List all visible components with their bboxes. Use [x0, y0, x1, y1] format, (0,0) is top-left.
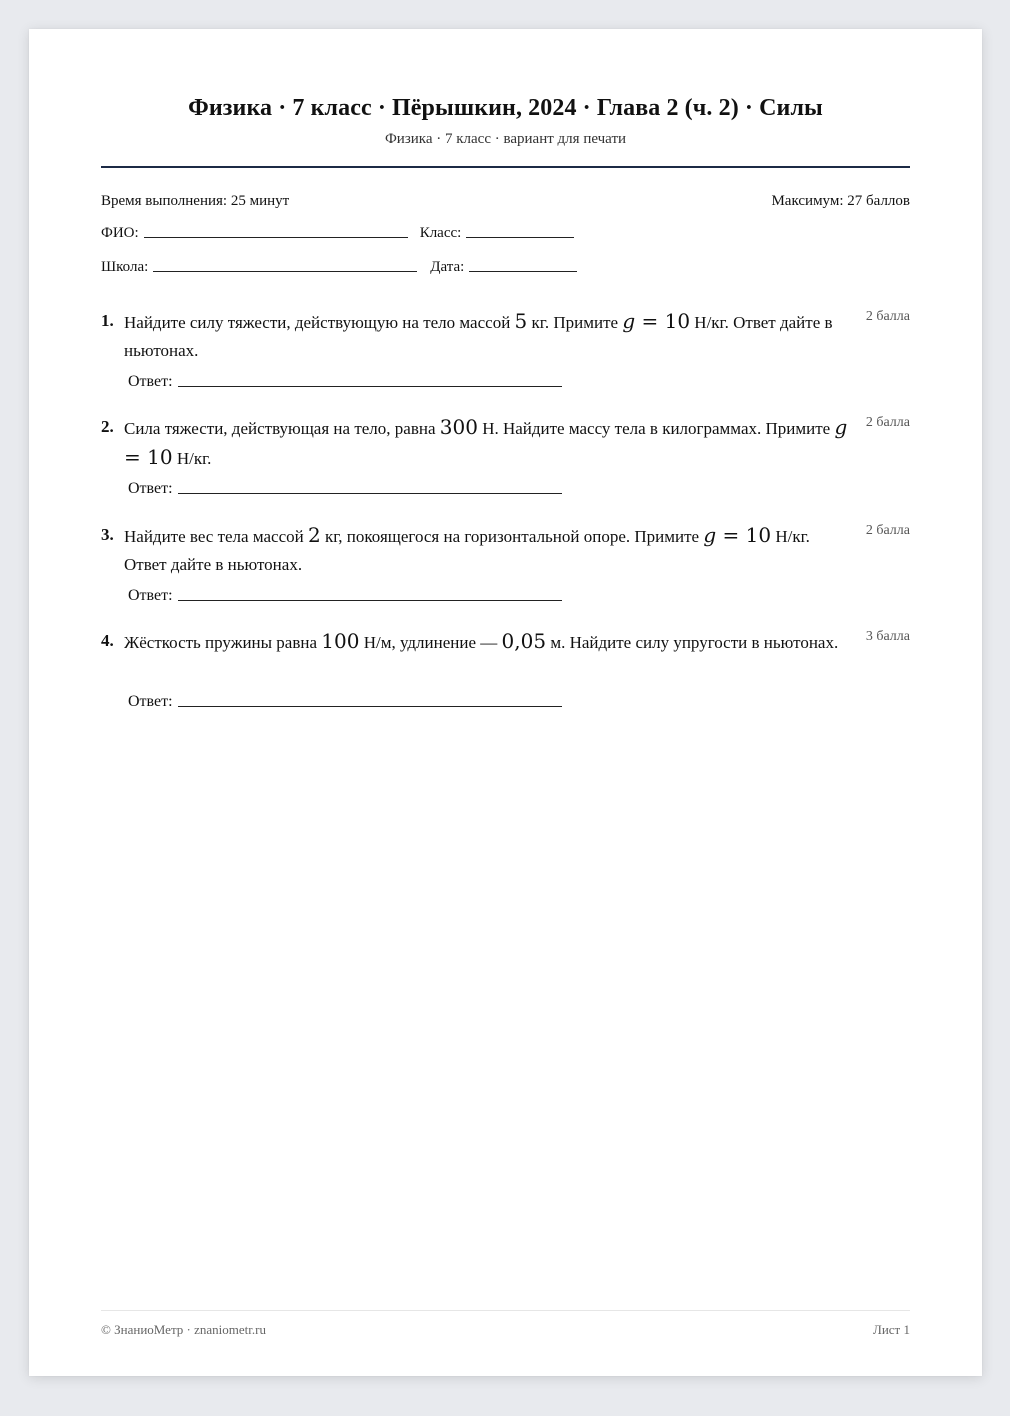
math-expression: g = 10: [622, 309, 691, 333]
math-expression: g = 10: [703, 523, 772, 547]
question-text: Жёсткость пружины равна 100 Н/м, удлинение — 0,05 м. Найдите силу упругости в ньютонах.: [124, 629, 839, 653]
answer-label: Ответ:: [128, 693, 173, 710]
question-number: 4.: [101, 631, 114, 650]
question-text: Найдите вес тела массой 2 кг, покоящегося на горизонтальной опоре. Примите g = 10 Н/кг. Ответ дайте в ньютонах.: [124, 523, 810, 574]
page-footer: [101, 1322, 910, 1338]
answer-row-2: [128, 480, 562, 498]
footer-divider: [101, 1310, 910, 1311]
answer-field[interactable]: [178, 385, 562, 387]
question-text: Найдите силу тяжести, действующую на тело массой 5 кг. Примите g = 10 Н/кг. Ответ дайте в ньютонах.: [124, 309, 833, 360]
question-text: Сила тяжести, действующая на тело, равна 300 Н. Найдите массу тела в килограммах. Примите g = 10 Н/кг.: [124, 415, 848, 469]
answer-label: Ответ:: [128, 587, 173, 604]
school-field[interactable]: [153, 270, 417, 272]
answer-row-4: [128, 693, 562, 711]
school-label: Школа:: [101, 259, 149, 275]
math-value: 5: [514, 309, 528, 333]
answer-label: Ответ:: [128, 480, 173, 497]
question-number: 2.: [101, 417, 114, 436]
fio-label: ФИО:: [101, 225, 139, 241]
answer-field[interactable]: [178, 492, 562, 494]
math-value: 300: [439, 415, 478, 439]
answer-field[interactable]: [178, 705, 562, 707]
math-value: 100: [321, 629, 360, 653]
question-points: 2 балла: [865, 523, 910, 538]
question-points: 3 балла: [865, 629, 910, 644]
fio-field[interactable]: [144, 236, 408, 238]
class-field[interactable]: [466, 236, 574, 238]
footer-sheet-number: Лист 1: [873, 1322, 910, 1337]
answer-row-1: [128, 373, 562, 391]
footer-copyright: © ЗнаниоМетр · znaniometr.ru: [101, 1322, 266, 1337]
date-field[interactable]: [469, 270, 577, 272]
answer-field[interactable]: [178, 599, 562, 601]
meta-row: [101, 193, 910, 210]
fio-class-row: [101, 225, 574, 242]
page-subtitle: Физика · 7 класс · вариант для печати: [384, 131, 627, 147]
math-expression: g = 10: [124, 415, 848, 469]
question-number: 3.: [101, 525, 114, 544]
answer-label: Ответ:: [128, 373, 173, 390]
question-points: 2 балла: [865, 415, 910, 430]
school-date-row: [101, 259, 577, 276]
page-title: Физика · 7 класс · Пёрышкин, 2024 · Глава 2 (ч. 2) · Силы: [188, 95, 823, 121]
max-score: Максимум: 27 баллов: [771, 193, 910, 209]
math-value: 2: [307, 523, 321, 547]
time-limit: Время выполнения: 25 минут: [101, 193, 290, 209]
question-number: 1.: [101, 311, 114, 330]
class-label: Класс:: [419, 225, 462, 241]
header-divider: [101, 166, 910, 168]
worksheet-page: [29, 29, 982, 1376]
math-value: 0,05: [501, 629, 547, 653]
date-label: Дата:: [430, 259, 465, 275]
question-points: 2 балла: [865, 309, 910, 324]
answer-row-3: [128, 587, 562, 605]
